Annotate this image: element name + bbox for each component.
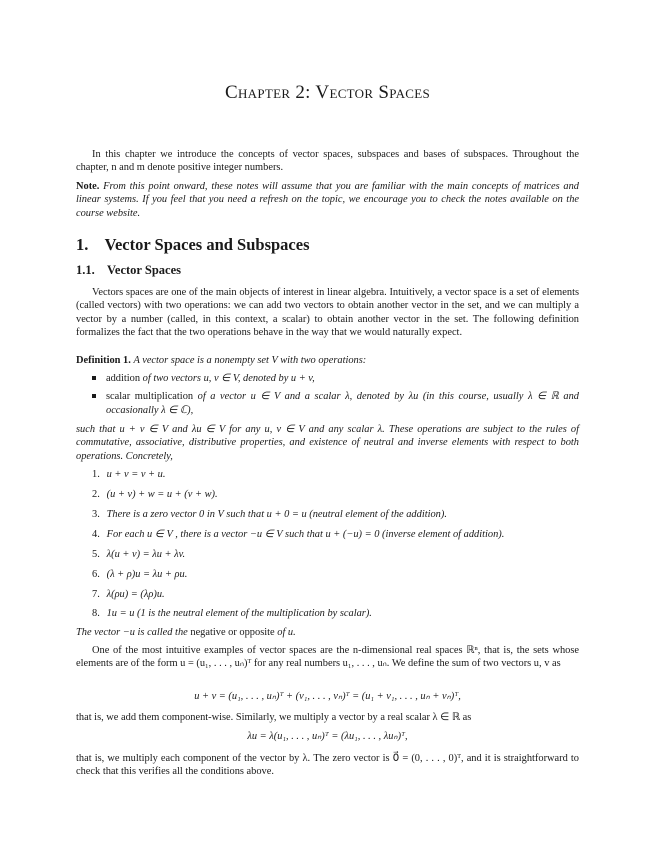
section-heading <box>76 235 310 255</box>
bullet-text: of two vectors u, v ∈ V, denoted by u + v, <box>142 373 315 384</box>
axiom-number: 2. <box>92 489 100 500</box>
closing-term: negative or opposite <box>190 627 275 638</box>
chapter-title <box>0 82 655 104</box>
axiom-number: 1. <box>92 469 100 480</box>
axiom-item <box>92 468 579 481</box>
closing-text-a: The vector −u is called the <box>76 627 188 638</box>
axiom-item <box>92 548 579 561</box>
componentwise-paragraph: that is, we add them component-wise. Similarly, we multiply a vector by a real scalar λ ∈ ℝ as <box>76 712 472 723</box>
subsection-number: 1.1. <box>76 263 95 277</box>
list-item <box>92 372 579 385</box>
intro-paragraph: In this chapter we introduce the concepts of vector spaces, subspaces and bases of subspaces. Throughout the chapter, n and m denote positive integer numbers. <box>76 149 579 174</box>
axiom-item <box>92 508 579 521</box>
subsection-heading <box>76 263 181 278</box>
bullet-term: scalar multiplication <box>106 391 194 403</box>
axiom-item <box>92 488 579 501</box>
subsection-title: Vector Spaces <box>107 263 181 277</box>
sum-equation: u + v = (u₁, . . . , uₙ)ᵀ + (v₁, . . . , vₙ)ᵀ = (u₁ + v₁, . . . , uₙ + vₙ)ᵀ, <box>194 691 461 702</box>
section-number: 1. <box>76 235 89 254</box>
definition-lead-text: A vector space is a nonempty set V with two operations: <box>133 355 367 366</box>
intro-vector-spaces-paragraph: Vectors spaces are one of the main objects of interest in linear algebra. Intuitively, a vector space is a set of elements (called vectors) with two operations: we can add two vectors to obtain another vector in the set, and we can multiply a vector by a number (called, in this context, a scalar) to obtain another vector in the set. The following definition formalizes the fact that the two operations behave in the way that we would naturally expect. <box>76 287 579 339</box>
axiom-text: λ(u + v) = λu + λv. <box>106 549 186 560</box>
axiom-number: 7. <box>92 589 100 600</box>
scalar-equation: λu = λ(u₁, . . . , uₙ)ᵀ = (λu₁, . . . , λuₙ)ᵀ, <box>247 731 408 742</box>
closing-text-b: of u. <box>277 627 296 638</box>
section-title: Vector Spaces and Subspaces <box>104 235 310 254</box>
note-paragraph <box>76 180 579 220</box>
definition-lead <box>76 354 579 367</box>
definition-after: such that u + v ∈ V and λu ∈ V for any u, v ∈ V and any scalar λ. These operations are subject to the rules of commutative, associative, distributive properties, and existence of neutral and inverse elements with respect to both operations. Concretely, <box>76 424 579 462</box>
axiom-text: (λ + ρ)u = λu + ρu. <box>106 569 188 580</box>
definition-closing <box>76 626 579 639</box>
rn-example-paragraph: One of the most intuitive examples of vector spaces are the n-dimensional real spaces ℝⁿ, that is, the sets whose elements are of the form u = (u₁, . . . , uₙ)ᵀ for any real numbers u₁, . . . , uₙ. We define the sum of two vectors u, v as <box>76 645 579 670</box>
axiom-number: 6. <box>92 569 100 580</box>
bullet-text: of a vector u ∈ V and a scalar λ, denoted by λu (in this course, usually λ ∈ ℝ and occasionally λ ∈ ℂ), <box>106 391 579 416</box>
axiom-text: 1u = u (1 is the neutral element of the multiplication by scalar). <box>106 608 372 619</box>
zero-vector-paragraph: that is, we multiply each component of the vector by λ. The zero vector is 0⃗ = (0, . . . , 0)ᵀ, and it is straightforward to check that this verifies all the conditions above. <box>76 753 579 778</box>
chapter-title-text: Chapter 2: Vector Spaces <box>224 82 431 103</box>
bullet-icon <box>92 394 96 398</box>
axiom-text: For each u ∈ V , there is a vector −u ∈ V such that u + (−u) = 0 (inverse element of addition). <box>106 529 505 540</box>
axiom-text: λ(ρu) = (λρ)u. <box>106 589 165 600</box>
note-label: Note. <box>76 181 100 192</box>
axiom-item <box>92 528 579 541</box>
bullet-term: addition <box>106 373 141 384</box>
definition-label: Definition 1. <box>76 355 131 366</box>
axiom-number: 5. <box>92 549 100 560</box>
axiom-number: 4. <box>92 529 100 540</box>
axiom-item <box>92 607 579 620</box>
axiom-text: There is a zero vector 0 in V such that u + 0 = u (neutral element of the addition). <box>106 509 447 520</box>
list-item <box>92 390 579 417</box>
operations-list <box>92 372 579 417</box>
axiom-text: u + v = v + u. <box>106 469 166 480</box>
axiom-item <box>92 588 579 601</box>
axiom-number: 8. <box>92 608 100 619</box>
axiom-number: 3. <box>92 509 100 520</box>
axiom-item <box>92 568 579 581</box>
note-text: From this point onward, these notes will assume that you are familiar with the main concepts of matrices and linear systems. If you feel that you need a refresh on the topic, we encourage you to check the notes available on the course website. <box>76 181 579 219</box>
bullet-icon <box>92 376 96 380</box>
axiom-text: (u + v) + w = u + (v + w). <box>106 489 218 500</box>
